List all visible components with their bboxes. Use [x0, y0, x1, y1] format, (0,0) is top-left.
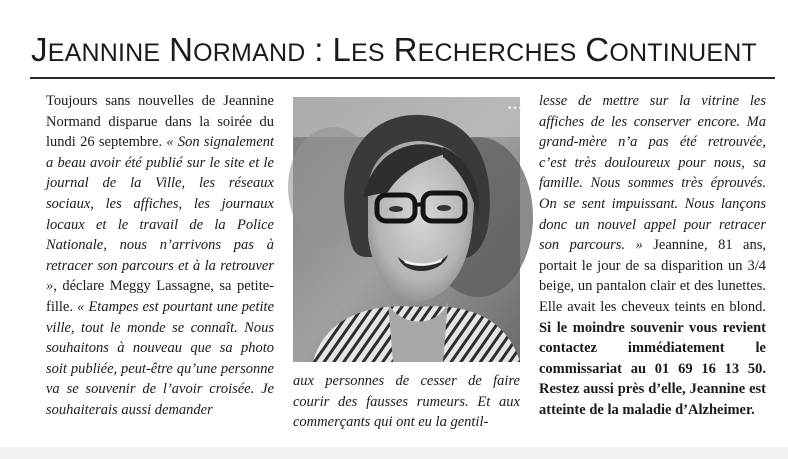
headline-initial: N: [169, 31, 194, 68]
appeal-text: Si le moindre souvenir vous revient contactez immédiatement le commissariat au 01 69 16 13 50. Restez aussi près d’elle, Jeannine est atteinte de la maladie d’Alzheimer.: [539, 319, 766, 418]
attribution-text: , déclare Meggy Lassagne, sa petite-fille.: [46, 278, 274, 315]
portrait-photo: [293, 97, 523, 362]
page-footer-bar: [0, 447, 788, 459]
article-column-1: [46, 91, 274, 421]
headline-initial: :: [314, 31, 324, 68]
description-text: Jeannine, 81 ans, portait le jour de sa disparition un 3/4 beige, un pantalon clair et des lunettes. Elle avait les cheveux teints en blond.: [539, 237, 766, 315]
headline-initial: R: [393, 31, 418, 68]
headline-rest: ORMAND: [193, 39, 306, 67]
quote-continuation: lesse de mettre sur la vitrine les affiches de les conserver encore. Ma grand-mère n’a pas été retrouvée, c’est très douloureux pour nous, sa famille. Nous sommes très éprouvés. On se sent impuissant. Nous lançons donc un nouvel appel pour retracer son parcours. »: [539, 93, 766, 254]
intro-text: Toujours sans nouvelles de Jeannine Normand disparue dans la soirée du lundi 26 septembre.: [46, 93, 274, 151]
headline-text: [31, 33, 757, 68]
column-3-paragraph: [539, 91, 766, 421]
svg-text:•••: •••: [507, 104, 523, 114]
article-column-3: [539, 91, 766, 421]
headline-initial: C: [585, 31, 610, 68]
quote-2: « Etampes est pourtant une petite ville, tout le monde se connaît. Nous souhaitons à nouveau que sa photo soit publiée, peut-être qu’une personne va se souvenir de l’avoir croisée. Je souhaiterais aussi demander: [46, 298, 275, 418]
article-headline: [0, 30, 788, 73]
portrait-image: [293, 97, 523, 362]
headline-initial: J: [31, 31, 48, 68]
headline-initial: L: [332, 31, 352, 68]
column-2-text: aux personnes de cesser de faire courir des fausses rumeurs. Et aux commerçants qui ont eu la gentil-: [293, 373, 520, 431]
article-column-2: [293, 371, 520, 433]
headline-rest: ECHERCHES: [417, 39, 577, 67]
headline-rule: [30, 77, 775, 79]
headline-rest: EANNINE: [47, 39, 161, 67]
column-1-paragraph: [46, 91, 274, 421]
headline-rest: ONTINUENT: [609, 39, 757, 67]
quote-1: « Son signalement a beau avoir été publié sur le site et le journal de la Ville, les réseaux sociaux, les affiches, les journaux locaux et le travail de la Police Nationale, nous n’arrivons pas à retracer son parcours et à la retrouver »: [46, 134, 274, 295]
headline-rest: ES: [351, 39, 385, 67]
